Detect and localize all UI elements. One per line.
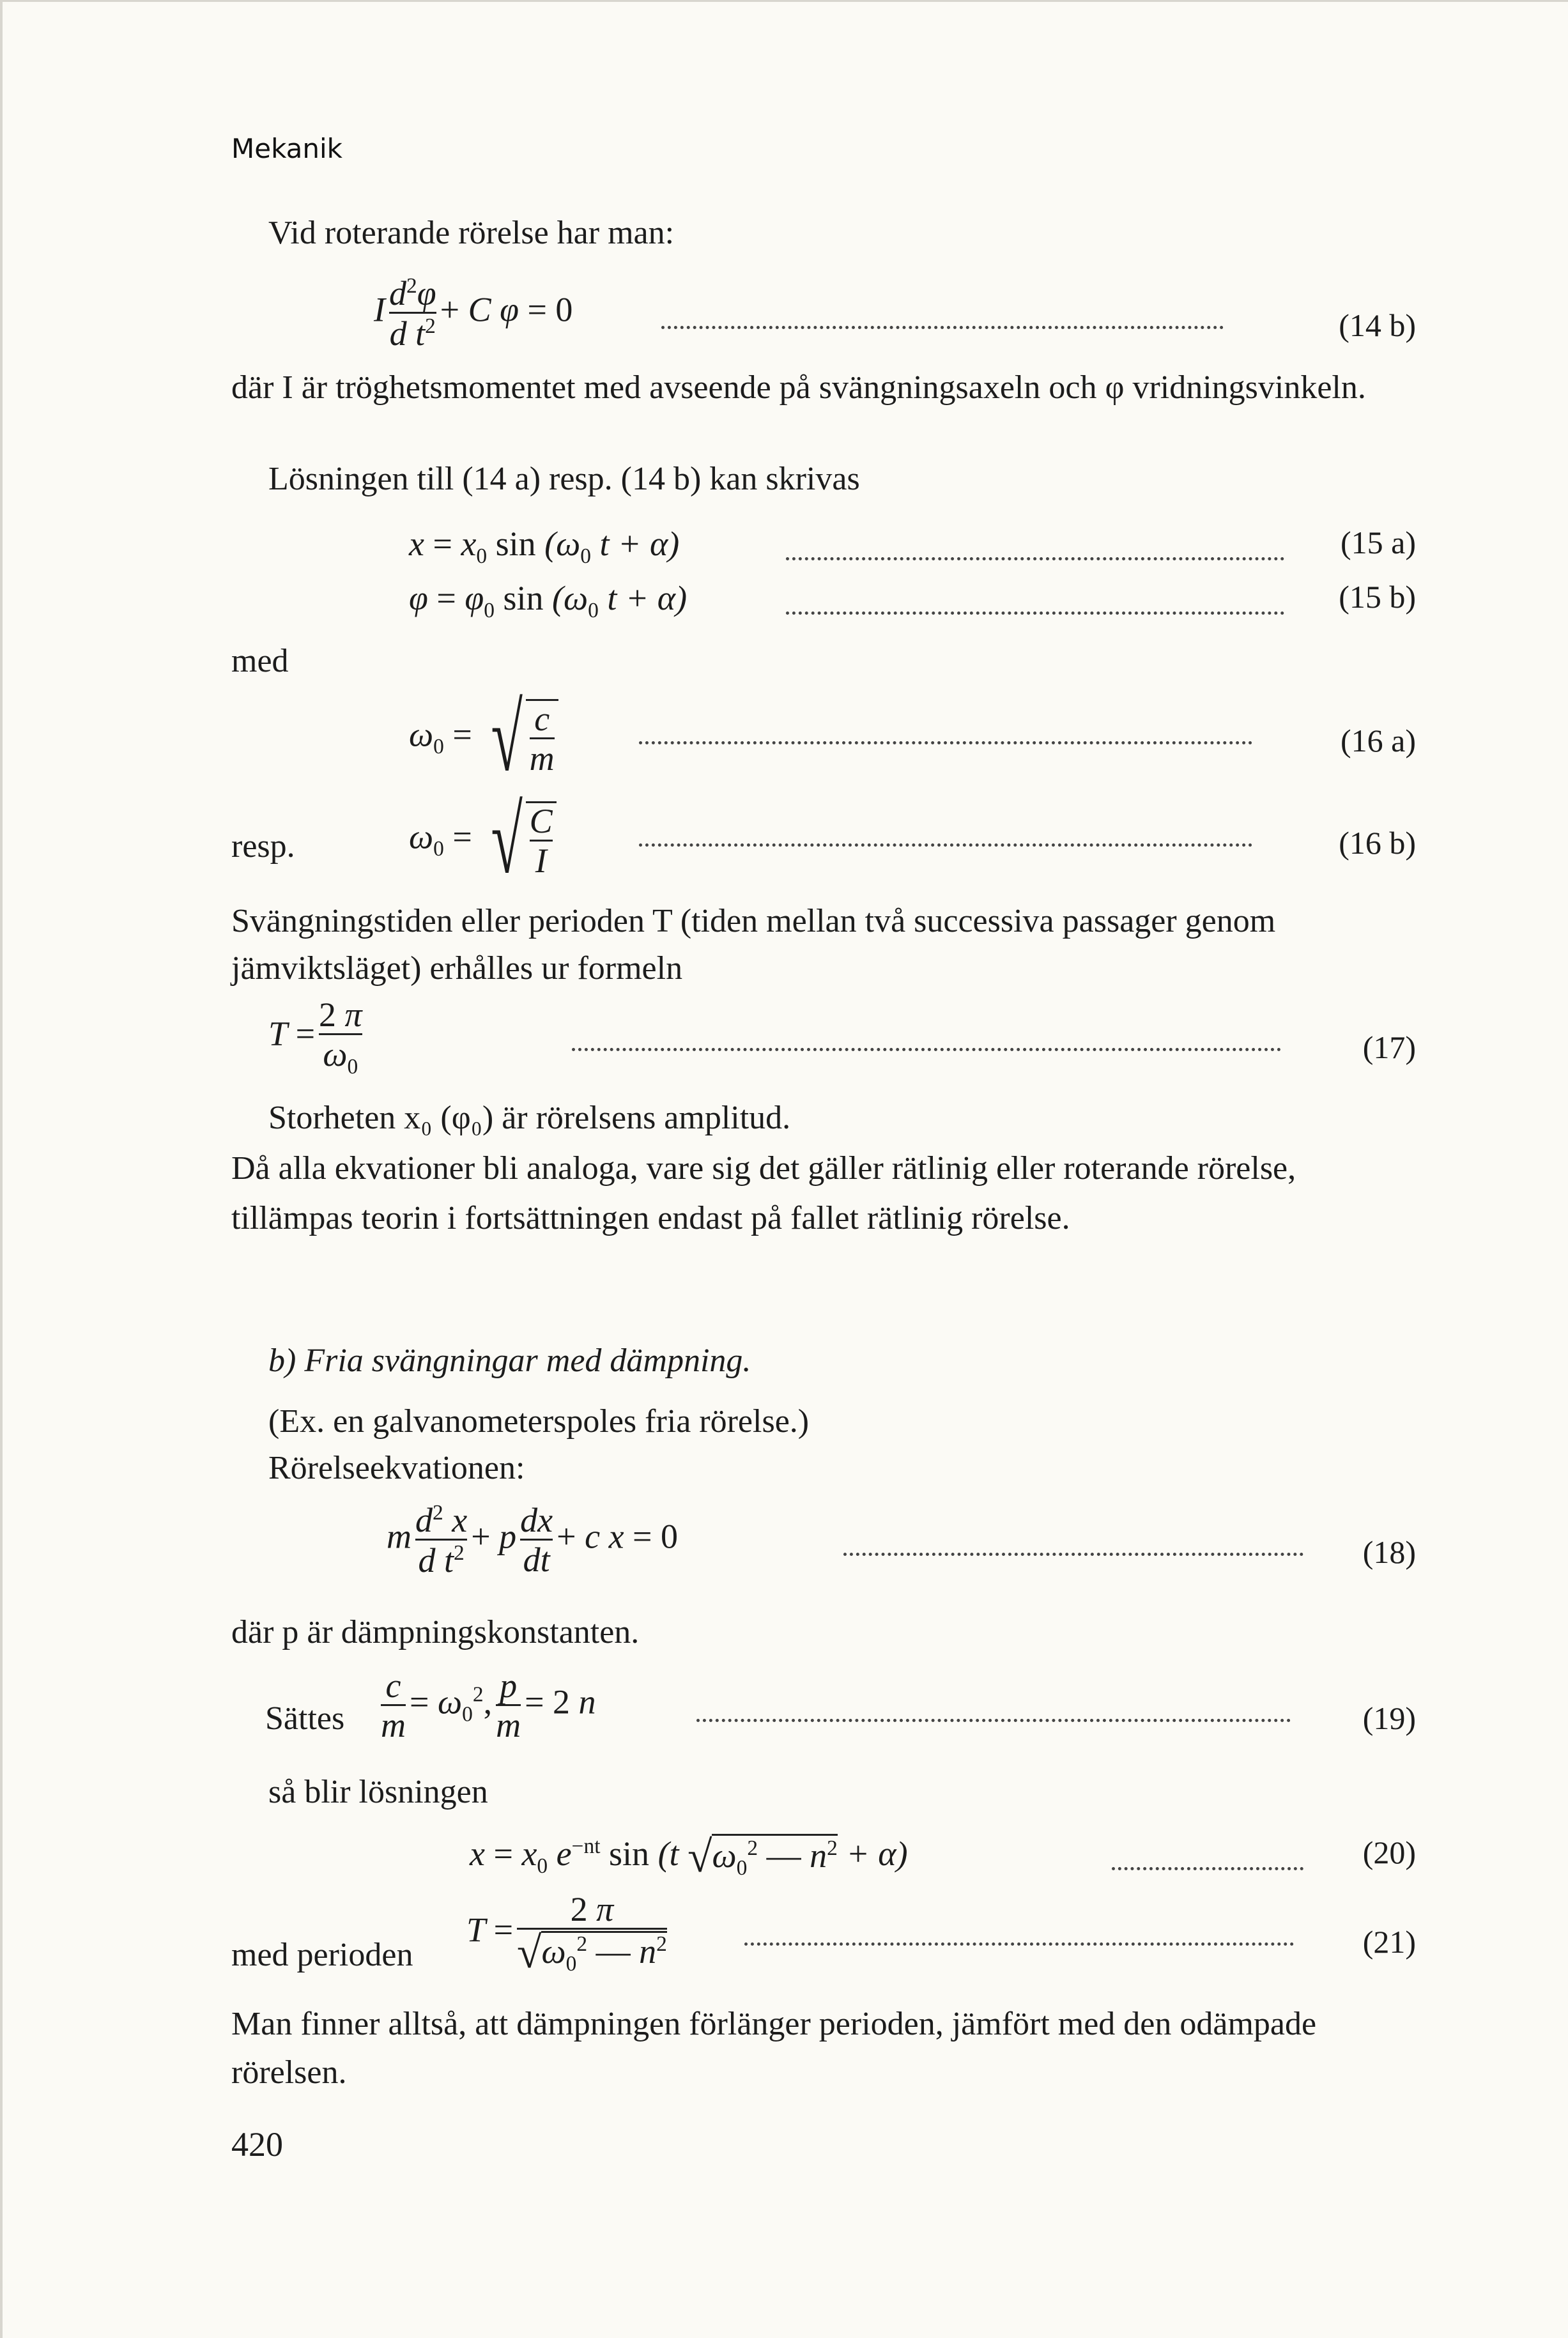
section-heading-b: b) Fria svängningar med dämpning. bbox=[268, 1342, 751, 1379]
eq-number-18: (18) bbox=[1362, 1534, 1416, 1570]
label-med: med bbox=[231, 643, 289, 679]
paragraph-dar-i: där I är tröghetsmomentet med avseende på svängningsaxeln och φ vridningsvinkeln. bbox=[231, 369, 1366, 406]
eq-number-16b: (16 b) bbox=[1339, 825, 1416, 861]
running-header: Mekanik bbox=[231, 133, 343, 164]
eq-number-19: (19) bbox=[1362, 1700, 1416, 1736]
eq-number-14b: (14 b) bbox=[1339, 307, 1416, 343]
eq-number-15a: (15 a) bbox=[1341, 525, 1416, 560]
eq-number-17: (17) bbox=[1362, 1029, 1416, 1065]
paragraph-intro-rot: Vid roterande rörelse har man: bbox=[268, 215, 675, 251]
paragraph-dar-p: där p är dämpningskonstanten. bbox=[231, 1614, 640, 1650]
paragraph-da-alla: Då alla ekvationer bli analoga, vare sig det gäller rätlinig eller roterande rörelse, tillämpas teorin i fortsättningen endast på fallet rätlinig rörelse. bbox=[231, 1150, 1296, 1236]
label-med-perioden: med perioden bbox=[231, 1937, 413, 1973]
paragraph-losningen: Lösningen till (14 a) resp. (14 b) kan skrivas bbox=[268, 461, 860, 497]
paragraph-storheten: Storheten x₀ (φ₀) är rörelsens amplitud. bbox=[268, 1100, 791, 1136]
paragraph-sa-blir: så blir lösningen bbox=[268, 1774, 488, 1810]
eq-number-20: (20) bbox=[1362, 1834, 1416, 1870]
page-number: 420 bbox=[231, 2125, 283, 2164]
eq-number-16a: (16 a) bbox=[1341, 723, 1416, 758]
eq-number-15b: (15 b) bbox=[1339, 579, 1416, 615]
paragraph-ex: (Ex. en galvanometerspoles fria rörelse.) bbox=[268, 1403, 810, 1440]
paragraph-rorelseekv: Rörelseekvationen: bbox=[268, 1450, 525, 1486]
paragraph-man-finner: Man finner alltså, att dämpningen förlänger perioden, jämfört med den odämpade rörelsen. bbox=[231, 2006, 1317, 2091]
label-resp: resp. bbox=[231, 828, 295, 865]
label-sattes: Sättes bbox=[265, 1700, 345, 1737]
paragraph-svangningstiden: Svängningstiden eller perioden T (tiden mellan två successiva passager genom jämviktsläget) erhålles ur formeln bbox=[231, 903, 1276, 987]
eq-number-21: (21) bbox=[1362, 1924, 1416, 1960]
